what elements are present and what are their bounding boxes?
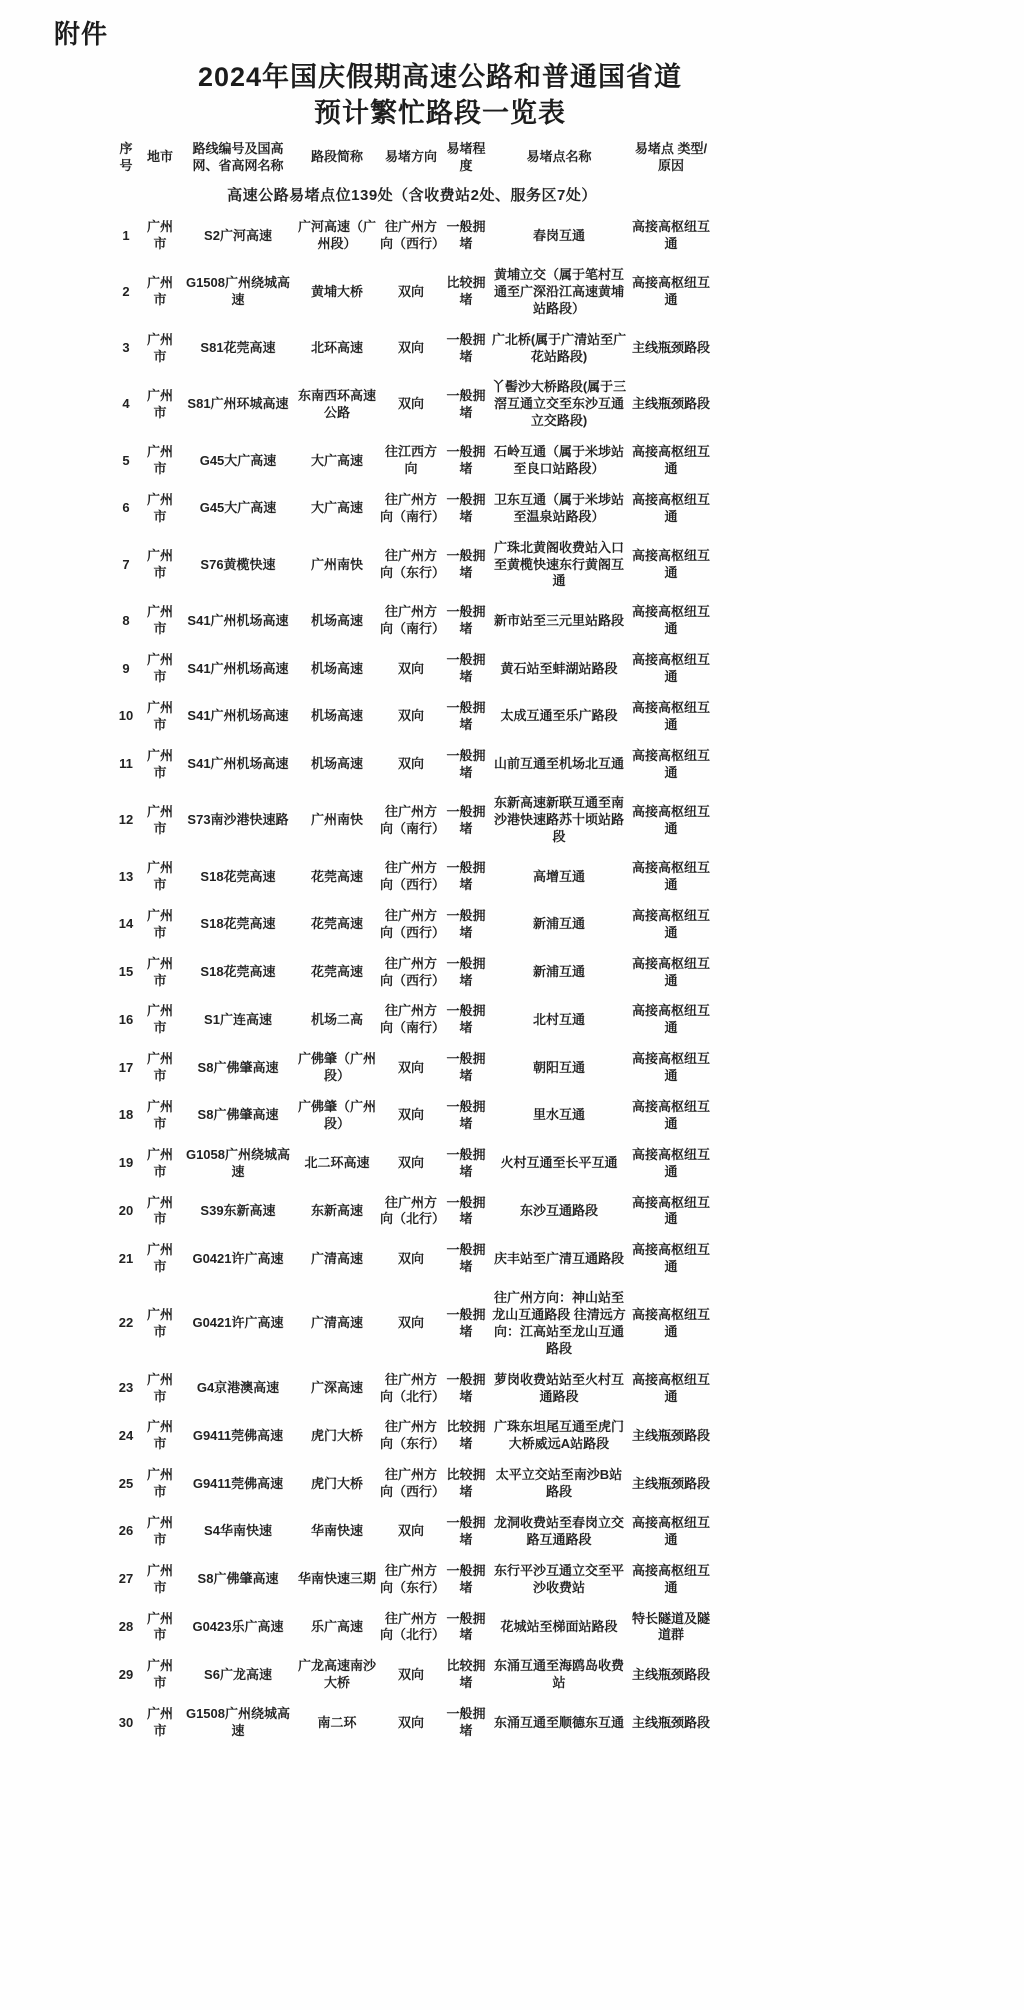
table-row	[112, 1651, 712, 1699]
cell-city: 广州市	[146, 1099, 173, 1131]
cell-no: 24	[118, 1427, 134, 1443]
cell-city: 广州市	[146, 747, 173, 780]
cell-city: 广州市	[146, 1515, 173, 1547]
cell-point: 卫东互通（属于米埗站至温泉站路段）	[493, 491, 624, 524]
cell-point: 北村互通	[532, 1011, 585, 1027]
cell-section: 北二环高速	[304, 1155, 370, 1171]
cell-reason: 主线瓶颈路段	[632, 1666, 711, 1682]
cell-city: 广州市	[146, 1610, 173, 1643]
cell-section: 广龙高速南沙大桥	[298, 1658, 377, 1691]
table-row	[112, 533, 712, 598]
cell-reason: 高接高枢纽互通	[632, 491, 711, 524]
cell-reason: 高接高枢纽互通	[632, 1371, 711, 1404]
cell-degree: 一般拥堵	[446, 1562, 486, 1595]
cell-point: 东新高速新联互通至南沙港快速路苏十顷站路段	[493, 795, 624, 845]
cell-no: 6	[122, 500, 130, 516]
cell-no: 26	[118, 1523, 134, 1539]
cell-point: 广珠东坦尾互通至虎门大桥威远A站路段	[493, 1419, 624, 1452]
cell-point: 龙洞收费站至春岗立交路互通路段	[493, 1515, 624, 1547]
cell-direction: 往广州方向（西行）	[380, 219, 446, 252]
cell-route: S41广州机场高速	[187, 612, 289, 628]
cell-point: 萝岗收费站站至火村互通路段	[493, 1371, 624, 1404]
page-title	[60, 59, 820, 132]
cell-point: 火村互通至长平互通	[500, 1155, 618, 1171]
cell-degree: 一般拥堵	[446, 1003, 486, 1036]
cell-point: 新浦互通	[532, 916, 585, 932]
cell-route: G45大广高速	[199, 500, 277, 516]
cell-degree: 一般拥堵	[446, 219, 486, 252]
cell-reason: 高接高枢纽互通	[632, 1099, 711, 1131]
table-row	[112, 1604, 712, 1652]
cell-direction: 双向	[397, 708, 424, 724]
table-header-row	[112, 134, 712, 179]
cell-no: 8	[122, 612, 130, 628]
cell-route: S73南沙港快速路	[187, 812, 289, 828]
table-row	[112, 437, 712, 485]
cell-degree: 一般拥堵	[446, 1515, 486, 1547]
cell-route: S2广河高速	[204, 227, 272, 243]
cell-route: G0421许广高速	[192, 1250, 284, 1266]
cell-city: 广州市	[146, 604, 173, 637]
cell-no: 16	[118, 1011, 134, 1027]
cell-section: 广州南快	[310, 556, 363, 572]
cell-point: 高增互通	[532, 868, 585, 884]
cell-reason: 高接高枢纽互通	[632, 1003, 711, 1036]
cell-reason: 高接高枢纽互通	[632, 1051, 711, 1084]
cell-section: 机场高速	[310, 612, 363, 628]
cell-point: 春岗互通	[532, 227, 585, 243]
cell-section: 广佛肇（广州段）	[298, 1051, 377, 1084]
table-row	[112, 1188, 712, 1236]
cell-point: 太成互通至乐广路段	[500, 708, 618, 724]
cell-section: 东南西环高速公路	[298, 387, 377, 420]
cell-no: 4	[122, 396, 130, 412]
cell-section: 机场高速	[310, 660, 363, 676]
cell-reason: 主线瓶颈路段	[632, 1475, 711, 1491]
cell-city: 广州市	[146, 699, 173, 732]
cell-no: 18	[118, 1107, 134, 1123]
cell-route: S41广州机场高速	[187, 708, 289, 724]
section-note-row	[112, 179, 712, 213]
cell-no: 1	[122, 227, 130, 243]
cell-degree: 一般拥堵	[446, 548, 486, 580]
cell-point: 广北桥(属于广清站至广花站路段)	[491, 331, 627, 364]
table-row	[112, 1092, 712, 1140]
cell-route: S8广佛肇高速	[197, 1571, 279, 1587]
col-header-direction: 易堵方向	[384, 149, 437, 165]
cell-direction: 往江西方向	[384, 444, 437, 476]
cell-section: 华南快速	[310, 1523, 363, 1539]
table-row	[112, 1556, 712, 1604]
cell-route: S18花莞高速	[200, 916, 276, 932]
cell-degree: 比较拥堵	[446, 1658, 486, 1691]
cell-no: 19	[118, 1155, 134, 1171]
table-row	[112, 1044, 712, 1092]
cell-degree: 一般拥堵	[446, 747, 486, 780]
cell-reason: 高接高枢纽互通	[632, 747, 711, 780]
table-body	[112, 212, 712, 1747]
table-row	[112, 788, 712, 853]
table-row	[112, 485, 712, 533]
cell-section: 大广高速	[310, 452, 363, 468]
cell-point: 往广州方向：神山站至龙山互通路段 往清远方向：江高站至龙山互通路段	[492, 1290, 626, 1356]
cell-reason: 高接高枢纽互通	[632, 548, 711, 580]
cell-city: 广州市	[146, 1371, 173, 1404]
cell-direction: 往广州方向（西行）	[380, 1467, 446, 1500]
cell-city: 广州市	[146, 1307, 173, 1339]
cell-direction: 往广州方向（南行）	[380, 491, 446, 524]
cell-point: 新浦互通	[532, 964, 585, 980]
cell-direction: 双向	[397, 1155, 424, 1171]
cell-degree: 一般拥堵	[446, 907, 486, 940]
cell-section: 华南快速三期	[298, 1571, 377, 1587]
cell-no: 21	[118, 1250, 134, 1266]
cell-route: G45大广高速	[199, 452, 277, 468]
cell-route: G0421许广高速	[192, 1315, 284, 1331]
cell-reason: 高接高枢纽互通	[632, 604, 711, 637]
cell-city: 广州市	[146, 444, 173, 476]
cell-section: 大广高速	[310, 500, 363, 516]
cell-no: 22	[118, 1315, 134, 1331]
cell-degree: 一般拥堵	[446, 1610, 486, 1643]
cell-degree: 一般拥堵	[446, 387, 486, 420]
cell-degree: 一般拥堵	[446, 1706, 486, 1739]
cell-city: 广州市	[146, 331, 173, 364]
cell-direction: 往广州方向（西行）	[380, 860, 446, 892]
cell-direction: 双向	[397, 756, 424, 772]
cell-no: 20	[118, 1203, 134, 1218]
cell-section: 广深高速	[310, 1380, 363, 1396]
cell-city: 广州市	[146, 1562, 173, 1595]
cell-city: 广州市	[146, 387, 173, 420]
busy-sections-table	[112, 134, 712, 1747]
cell-degree: 一般拥堵	[446, 1307, 486, 1339]
cell-degree: 一般拥堵	[446, 860, 486, 892]
cell-city: 广州市	[146, 1242, 173, 1275]
cell-direction: 往广州方向（东行）	[380, 1562, 446, 1595]
cell-reason: 高接高枢纽互通	[632, 699, 711, 732]
cell-route: S41广州机场高速	[187, 660, 289, 676]
table-row	[112, 1365, 712, 1413]
cell-section: 南二环	[317, 1714, 357, 1730]
table-row	[112, 996, 712, 1044]
cell-city: 广州市	[146, 1658, 173, 1691]
cell-direction: 往广州方向（西行）	[380, 907, 446, 940]
cell-route: S81广州环城高速	[187, 396, 289, 412]
cell-direction: 往广州方向（北行）	[380, 1371, 446, 1404]
cell-direction: 双向	[397, 340, 424, 356]
cell-route: S8广佛肇高速	[197, 1107, 279, 1123]
cell-point: 朝阳互通	[532, 1059, 585, 1075]
cell-direction: 往广州方向（南行）	[380, 604, 446, 637]
table-row	[112, 693, 712, 741]
cell-direction: 双向	[397, 1714, 424, 1730]
cell-degree: 一般拥堵	[446, 1242, 486, 1275]
cell-section: 东新高速	[310, 1203, 363, 1218]
cell-city: 广州市	[146, 1003, 173, 1036]
col-header-no: 序号	[119, 140, 133, 173]
cell-degree: 一般拥堵	[446, 1371, 486, 1404]
cell-reason: 高接高枢纽互通	[632, 907, 711, 940]
col-header-city: 地市	[146, 149, 173, 165]
table-row	[112, 325, 712, 373]
cell-degree: 一般拥堵	[446, 1099, 486, 1131]
table-row	[112, 853, 712, 901]
cell-city: 广州市	[146, 1194, 173, 1227]
cell-city: 广州市	[146, 803, 173, 836]
cell-direction: 往广州方向（东行）	[380, 1419, 446, 1452]
cell-no: 3	[122, 340, 130, 356]
cell-route: S18花莞高速	[200, 964, 276, 980]
cell-section: 广清高速	[310, 1315, 363, 1331]
cell-city: 广州市	[146, 275, 173, 308]
cell-direction: 双向	[397, 1250, 424, 1266]
cell-city: 广州市	[146, 1146, 173, 1179]
cell-direction: 往广州方向（北行）	[380, 1194, 446, 1227]
cell-direction: 往广州方向（南行）	[380, 1003, 446, 1036]
cell-reason: 主线瓶颈路段	[632, 396, 711, 412]
cell-direction: 双向	[397, 660, 424, 676]
col-header-section: 路段简称	[310, 149, 363, 165]
cell-reason: 高接高枢纽互通	[632, 1242, 711, 1275]
cell-city: 广州市	[146, 1467, 173, 1500]
col-header-reason: 易堵点 类型/原因	[634, 140, 708, 173]
cell-point: 东涌互通至顺德东互通	[493, 1714, 624, 1730]
table-row	[112, 1140, 712, 1188]
cell-route: S18花莞高速	[200, 868, 276, 884]
cell-route: S6广龙高速	[204, 1666, 272, 1682]
cell-no: 25	[118, 1475, 134, 1491]
cell-city: 广州市	[146, 1051, 173, 1084]
cell-degree: 一般拥堵	[446, 955, 486, 988]
cell-degree: 一般拥堵	[446, 803, 486, 836]
cell-route: G0423乐广高速	[192, 1619, 284, 1635]
page-title-line1: 2024年国庆假期高速公路和普通国省道	[197, 62, 683, 92]
cell-route: G1058广州绕城高速	[185, 1146, 291, 1179]
cell-point: 石岭互通（属于米埗站至良口站路段）	[493, 444, 624, 476]
cell-point: 黄石站至蚌湖站路段	[500, 660, 618, 676]
table-row	[112, 212, 712, 260]
cell-section: 广州南快	[310, 812, 363, 828]
cell-city: 广州市	[146, 548, 173, 580]
cell-point: 东行平沙互通立交至平沙收费站	[493, 1562, 624, 1595]
cell-route: S39东新高速	[200, 1203, 276, 1218]
cell-section: 虎门大桥	[310, 1475, 363, 1491]
cell-no: 17	[118, 1059, 134, 1075]
cell-city: 广州市	[146, 652, 173, 684]
cell-point: 新市站至三元里站路段	[493, 612, 624, 628]
table-row	[112, 1699, 712, 1747]
cell-no: 2	[122, 283, 130, 299]
cell-reason: 高接高枢纽互通	[632, 1562, 711, 1595]
cell-reason: 高接高枢纽互通	[632, 1515, 711, 1547]
cell-no: 27	[118, 1571, 134, 1587]
table-row	[112, 372, 712, 437]
cell-city: 广州市	[146, 860, 173, 892]
cell-city: 广州市	[146, 491, 173, 524]
cell-point: 里水互通	[532, 1107, 585, 1123]
table-row	[112, 1412, 712, 1460]
cell-no: 12	[118, 812, 134, 828]
cell-degree: 一般拥堵	[446, 1146, 486, 1179]
cell-city: 广州市	[146, 219, 173, 252]
cell-route: G9411莞佛高速	[192, 1427, 284, 1443]
table-row	[112, 1283, 712, 1365]
cell-no: 5	[122, 452, 130, 468]
cell-route: S8广佛肇高速	[197, 1059, 279, 1075]
cell-point: 广珠北黄阁收费站入口至黄榄快速东行黄阁互通	[493, 539, 624, 589]
cell-route: S41广州机场高速	[187, 756, 289, 772]
cell-no: 9	[122, 660, 130, 676]
cell-section: 花莞高速	[310, 964, 363, 980]
cell-no: 13	[118, 868, 134, 884]
cell-section: 广清高速	[310, 1250, 363, 1266]
cell-degree: 一般拥堵	[446, 652, 486, 684]
cell-reason: 高接高枢纽互通	[632, 860, 711, 892]
cell-no: 23	[118, 1380, 134, 1396]
cell-direction: 双向	[397, 1315, 424, 1331]
cell-reason: 高接高枢纽互通	[632, 803, 711, 836]
cell-reason: 高接高枢纽互通	[632, 1194, 711, 1227]
cell-section: 机场高速	[310, 708, 363, 724]
cell-direction: 往广州方向（西行）	[380, 955, 446, 988]
page-title-line2: 预计繁忙路段一览表	[314, 98, 566, 129]
table-row	[112, 741, 712, 789]
cell-direction: 双向	[397, 1523, 424, 1539]
cell-no: 11	[119, 756, 133, 772]
cell-no: 29	[118, 1666, 134, 1682]
cell-direction: 双向	[397, 396, 424, 412]
cell-section: 乐广高速	[310, 1619, 363, 1635]
cell-route: S76黄榄快速	[200, 556, 276, 572]
cell-direction: 往广州方向（东行）	[380, 548, 446, 580]
cell-section: 虎门大桥	[310, 1427, 363, 1443]
cell-route: S1广连高速	[204, 1011, 272, 1027]
table-row	[112, 260, 712, 325]
cell-degree: 一般拥堵	[446, 331, 486, 364]
attachment-label: 附件	[54, 19, 109, 49]
cell-point: 太平立交站至南沙B站路段	[495, 1467, 623, 1500]
table-row	[112, 949, 712, 997]
col-header-point: 易堵点名称	[526, 149, 592, 165]
cell-reason: 特长隧道及隧道群	[632, 1610, 711, 1643]
cell-reason: 主线瓶颈路段	[632, 1427, 711, 1443]
cell-degree: 一般拥堵	[446, 699, 486, 732]
cell-section: 花莞高速	[310, 916, 363, 932]
cell-point: 东涌互通至海鸥岛收费站	[493, 1658, 624, 1691]
cell-degree: 比较拥堵	[446, 1467, 486, 1500]
cell-no: 28	[118, 1619, 134, 1635]
cell-section: 花莞高速	[310, 868, 363, 884]
table-row	[112, 645, 712, 693]
cell-city: 广州市	[146, 1419, 173, 1452]
cell-route: G9411莞佛高速	[192, 1475, 284, 1491]
table-row	[112, 1460, 712, 1508]
col-header-degree: 易堵程度	[446, 140, 486, 173]
cell-point: 庆丰站至广清互通路段	[493, 1250, 624, 1266]
cell-point: 山前互通至机场北互通	[493, 756, 624, 772]
cell-direction: 双向	[397, 1666, 424, 1682]
table-header	[112, 134, 712, 212]
cell-reason: 高接高枢纽互通	[632, 275, 711, 308]
cell-reason: 高接高枢纽互通	[632, 652, 711, 684]
cell-reason: 高接高枢纽互通	[632, 444, 711, 476]
cell-route: S4华南快速	[204, 1523, 272, 1539]
cell-reason: 主线瓶颈路段	[632, 1714, 711, 1730]
cell-no: 15	[118, 964, 134, 980]
cell-reason: 高接高枢纽互通	[632, 955, 711, 988]
cell-route: S81花莞高速	[200, 340, 276, 356]
cell-reason: 高接高枢纽互通	[632, 1307, 711, 1339]
cell-degree: 一般拥堵	[446, 1051, 486, 1084]
cell-degree: 一般拥堵	[446, 491, 486, 524]
cell-no: 30	[118, 1714, 134, 1730]
cell-point: 花城站至梯面站路段	[500, 1619, 618, 1635]
cell-no: 14	[118, 916, 134, 932]
cell-route: G1508广州绕城高速	[185, 275, 291, 308]
cell-degree: 一般拥堵	[446, 1194, 486, 1227]
table-row	[112, 597, 712, 645]
cell-reason: 高接高枢纽互通	[632, 1146, 711, 1179]
table-row	[112, 1508, 712, 1556]
cell-point: 丫髻沙大桥路段(属于三滘互通立交至东沙互通立交路段)	[491, 379, 627, 429]
cell-degree: 比较拥堵	[446, 1419, 486, 1452]
cell-point: 黄埔立交（属于笔村互通至广深沿江高速黄埔站路段）	[493, 266, 624, 316]
cell-direction: 双向	[397, 1059, 424, 1075]
cell-degree: 一般拥堵	[446, 604, 486, 637]
cell-section: 黄埔大桥	[310, 283, 363, 299]
cell-direction: 双向	[397, 283, 424, 299]
cell-degree: 比较拥堵	[446, 275, 486, 308]
cell-section: 广河高速（广州段）	[298, 219, 377, 252]
cell-section: 机场二高	[310, 1011, 363, 1027]
section-note: 高速公路易堵点位139处（含收费站2处、服务区7处）	[227, 186, 597, 204]
cell-no: 7	[122, 556, 130, 572]
cell-point: 东沙互通路段	[519, 1203, 598, 1218]
cell-city: 广州市	[146, 1706, 173, 1739]
cell-section: 广佛肇（广州段）	[298, 1099, 377, 1131]
col-header-route: 路线编号及国高网、省高网名称	[192, 140, 284, 173]
cell-direction: 往广州方向（北行）	[380, 1610, 446, 1643]
cell-reason: 高接高枢纽互通	[632, 219, 711, 252]
cell-degree: 一般拥堵	[446, 444, 486, 476]
table-row	[112, 1235, 712, 1283]
cell-section: 机场高速	[310, 756, 363, 772]
table-row	[112, 901, 712, 949]
cell-city: 广州市	[146, 907, 173, 940]
cell-direction: 往广州方向（南行）	[380, 803, 446, 836]
cell-route: G1508广州绕城高速	[185, 1706, 291, 1739]
cell-no: 10	[118, 708, 134, 724]
cell-route: G4京港澳高速	[196, 1380, 280, 1396]
cell-city: 广州市	[146, 955, 173, 988]
cell-reason: 主线瓶颈路段	[632, 340, 711, 356]
cell-section: 北环高速	[310, 340, 363, 356]
cell-direction: 双向	[397, 1107, 424, 1123]
